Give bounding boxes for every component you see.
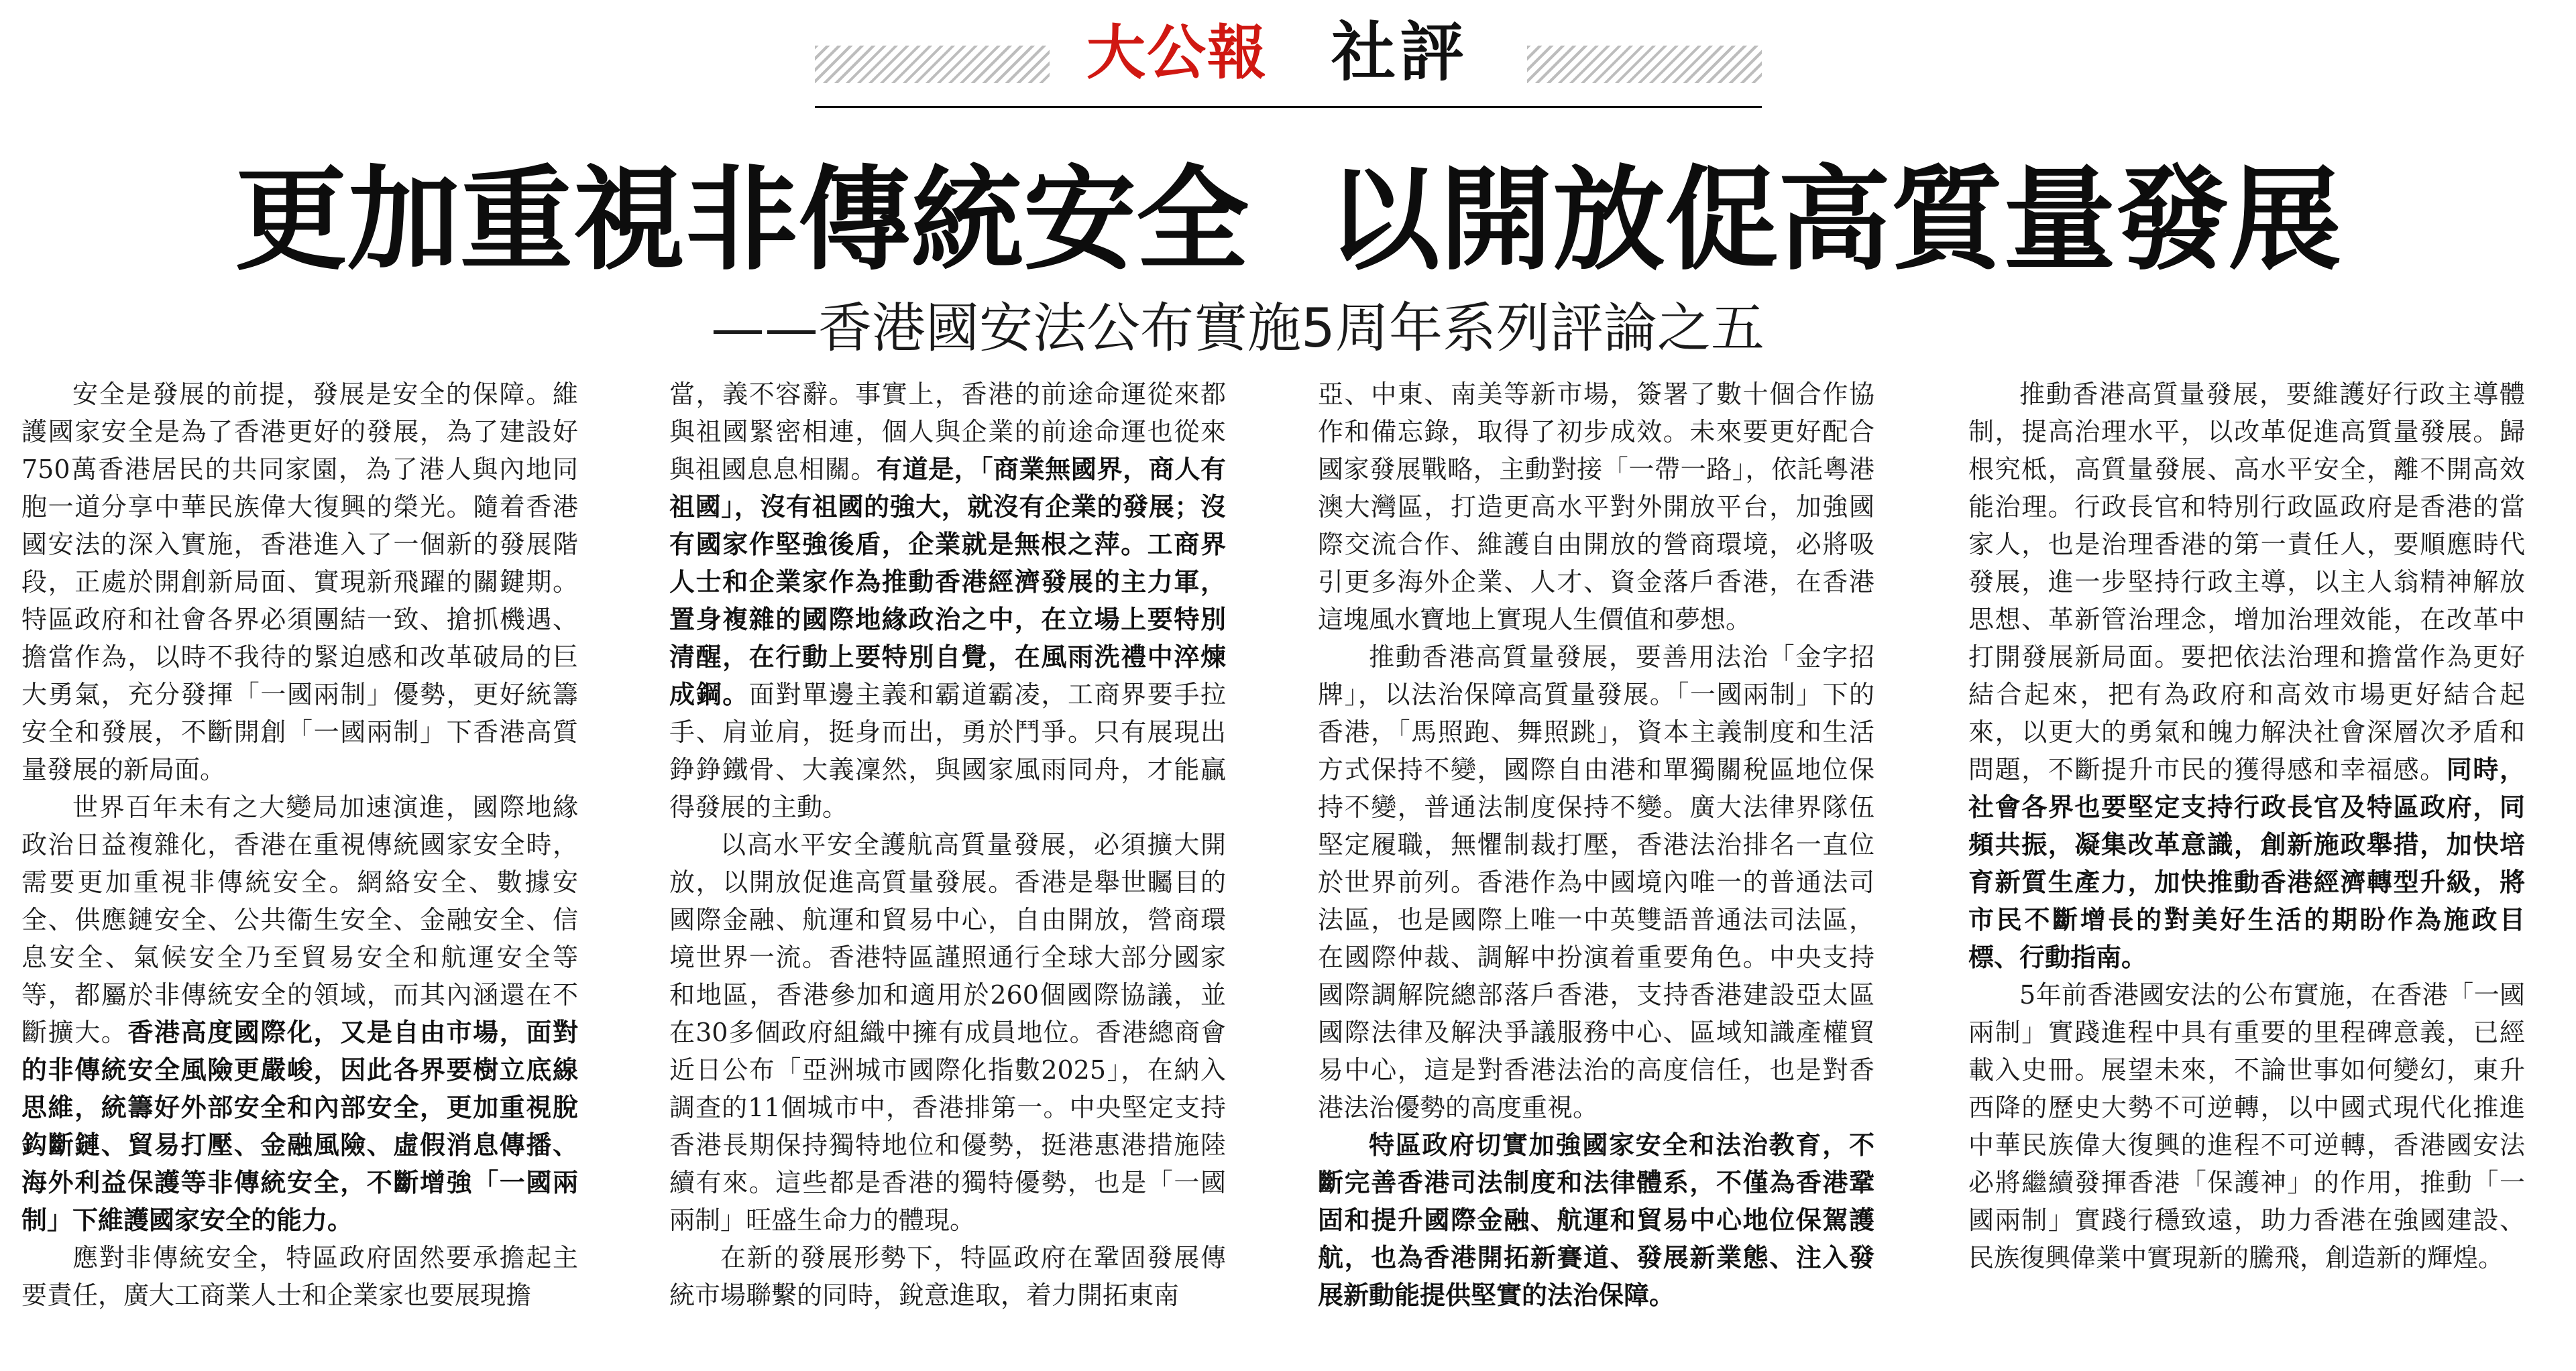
text-segment: 在新的發展形勢下，特區政府在鞏固發展傳統市場聯繫的同時，銳意進取，着力開拓東南 (669, 1243, 1226, 1310)
article-subheadline: ——香港國安法公布實施5周年系列評論之五 (711, 297, 1765, 359)
article-column-3 (1318, 375, 1874, 1368)
article-paragraph (1968, 375, 2525, 976)
article-paragraph (669, 1239, 1226, 1314)
text-segment: 亞、中東、南美等新市場，簽署了數十個合作協作和備忘錄，取得了初步成效。未來要更好配合國家發展戰略，主動對接「一帶一路」，依託粵港澳大灣區，打造更高水平對外開放平台，加強國際交流合作、維護自由開放的營商環境，必將吸引更多海外企業、人才、資金落戶香港，在香港這塊風水寶地上實現人生價值和夢想。 (1318, 379, 1874, 634)
bold-text-segment: 香港高度國際化，又是自由市場，面對的非傳統安全風險更嚴峻，因此各界要樹立底線思維，統籌好外部安全和內部安全，更加重視脫鈎斷鏈、貿易打壓、金融風險、虛假消息傳播、海外利益保護等非傳統安全，不斷增強「一國兩制」下維護國家安全的能力。 (21, 1018, 578, 1235)
article-paragraph (1318, 1126, 1874, 1314)
article-column-4 (1968, 375, 2525, 1368)
column-name: 社評 (1331, 14, 1468, 90)
masthead-rule (815, 106, 1762, 108)
article-paragraph (669, 826, 1226, 1239)
editorial-masthead (815, 7, 1762, 107)
bold-text-segment: 同時，社會各界也要堅定支持行政長官及特區政府，同頻共振，凝集改革意識，創新施政舉措，加快培育新質生產力，加快推動香港經濟轉型升級，將市民不斷增長的對美好生活的期盼作為施政目標、行動指南。 (1968, 755, 2525, 972)
bold-text-segment: 特區政府切實加強國家安全和法治教育，不斷完善香港司法制度和法律體系，不僅為香港鞏固和提升國際金融、航運和貿易中心地位保駕護航，也為香港開拓新賽道、發展新業態、注入發展新動能提供堅實的法治保障。 (1318, 1130, 1874, 1310)
text-segment: 應對非傳統安全，特區政府固然要承擔起主要責任，廣大工商業人士和企業家也要展現擔 (21, 1243, 578, 1310)
text-segment: 安全是發展的前提，發展是安全的保障。維護國家安全是為了香港更好的發展，為了建設好750萬香港居民的共同家園，為了港人與內地同胞一道分享中華民族偉大復興的榮光。隨着香港國安法的深入實施，香港進入了一個新的發展階段，正處於開創新局面、實現新飛躍的關鍵期。特區政府和社會各界必須團結一致、搶抓機遇、擔當作為，以時不我待的緊迫感和改革破局的巨大勇氣，充分發揮「一國兩制」優勢，更好統籌安全和發展，不斷開創「一國兩制」下香港高質量發展的新局面。 (21, 379, 578, 784)
article-paragraph (1318, 375, 1874, 638)
article-column-1 (21, 375, 578, 1368)
article-column-2 (669, 375, 1226, 1368)
article-paragraph (1318, 638, 1874, 1126)
text-segment: 推動香港高質量發展，要維護好行政主導體制，提高治理水平，以改革促進高質量發展。歸根究柢，高質量發展、高水平安全，離不開高效能治理。行政長官和特別行政區政府是香港的當家人，也是治理香港的第一責任人，要順應時代發展，進一步堅持行政主導，以主人翁精神解放思想、革新管治理念，增加治理效能，在改革中打開發展新局面。要把依法治理和擔當作為更好結合起來，把有為政府和高效市場更好結合起來，以更大的勇氣和魄力解決社會深層次矛盾和問題，不斷提升市民的獲得感和幸福感。 (1968, 379, 2525, 784)
article-paragraph (21, 1239, 578, 1314)
text-segment: 5年前香港國安法的公布實施，在香港「一國兩制」實踐進程中具有重要的里程碑意義，已經載入史冊。展望未來，不論世事如何變幻，東升西降的歷史大勢不可逆轉，以中國式現代化推進中華民族偉大復興的進程不可逆轉，香港國安法必將繼續發揮香港「保護神」的作用，推動「一國兩制」實踐行穩致遠，助力香港在強國建設、民族復興偉業中實現新的騰飛，創造新的輝煌。 (1968, 980, 2525, 1272)
text-segment: 面對單邊主義和霸道霸凌，工商界要手拉手、肩並肩，挺身而出，勇於鬥爭。只有展現出錚錚鐵骨、大義凜然，與國家風雨同舟，才能贏得發展的主動。 (669, 680, 1226, 822)
article-paragraph (669, 375, 1226, 826)
text-segment: 世界百年未有之大變局加速演進，國際地緣政治日益複雜化，香港在重視傳統國家安全時，需要更加重視非傳統安全。網絡安全、數據安全、供應鏈安全、公共衞生安全、金融安全、信息安全、氣候安全乃至貿易安全和航運安全等等，都屬於非傳統安全的領域，而其內涵還在不斷擴大。 (21, 792, 578, 1047)
newspaper-logo: 大公報 (1086, 17, 1268, 87)
article-paragraph (21, 375, 578, 788)
masthead-hatch-right (1527, 46, 1762, 83)
text-segment: 推動香港高質量發展，要善用法治「金字招牌」，以法治保障高質量發展。「一國兩制」下的香港，「馬照跑、舞照跳」，資本主義制度和生活方式保持不變，國際自由港和單獨關稅區地位保持不變，普通法制度保持不變。廣大法律界隊伍堅定履職，無懼制裁打壓，香港法治排名一直位於世界前列。香港作為中國境內唯一的普通法司法區，也是國際上唯一中英雙語普通法司法區，在國際仲裁、調解中扮演着重要角色。中央支持國際調解院總部落戶香港，支持香港建設亞太區國際法律及解決爭議服務中心、區域知識產權貿易中心，這是對香港法治的高度信任，也是對香港法治優勢的高度重視。 (1318, 642, 1874, 1122)
masthead-hatch-left (815, 46, 1050, 83)
bold-text-segment: 有道是，「商業無國界，商人有祖國」，沒有祖國的強大，就沒有企業的發展；沒有國家作堅強後盾，企業就是無根之萍。工商界人士和企業家作為推動香港經濟發展的主力軍，置身複雜的國際地緣政治之中，在立場上要特別清醒，在行動上要特別自覺，在風雨洗禮中淬煉成鋼。 (669, 455, 1226, 709)
text-segment: 當，義不容辭。事實上，香港的前途命運從來都與祖國緊密相連，個人與企業的前途命運也從來與祖國息息相關。 (669, 379, 1226, 484)
article-paragraph (21, 788, 578, 1239)
text-segment: 以高水平安全護航高質量發展，必須擴大開放，以開放促進高質量發展。香港是舉世矚目的國際金融、航運和貿易中心，自由開放，營商環境世界一流。香港特區謹照通行全球大部分國家和地區，香港參加和適用於260個國際協議，並在30多個政府組織中擁有成員地位。香港總商會近日公布「亞洲城市國際化指數2025」，在納入調查的11個城市中，香港排第一。中央堅定支持香港長期保持獨特地位和優勢，挺港惠港措施陸續有來。這些都是香港的獨特優勢，也是「一國兩制」旺盛生命力的體現。 (669, 830, 1226, 1235)
article-headline: 更加重視非傳統安全 以開放促高質量發展 (235, 154, 2341, 286)
article-paragraph (1968, 976, 2525, 1276)
